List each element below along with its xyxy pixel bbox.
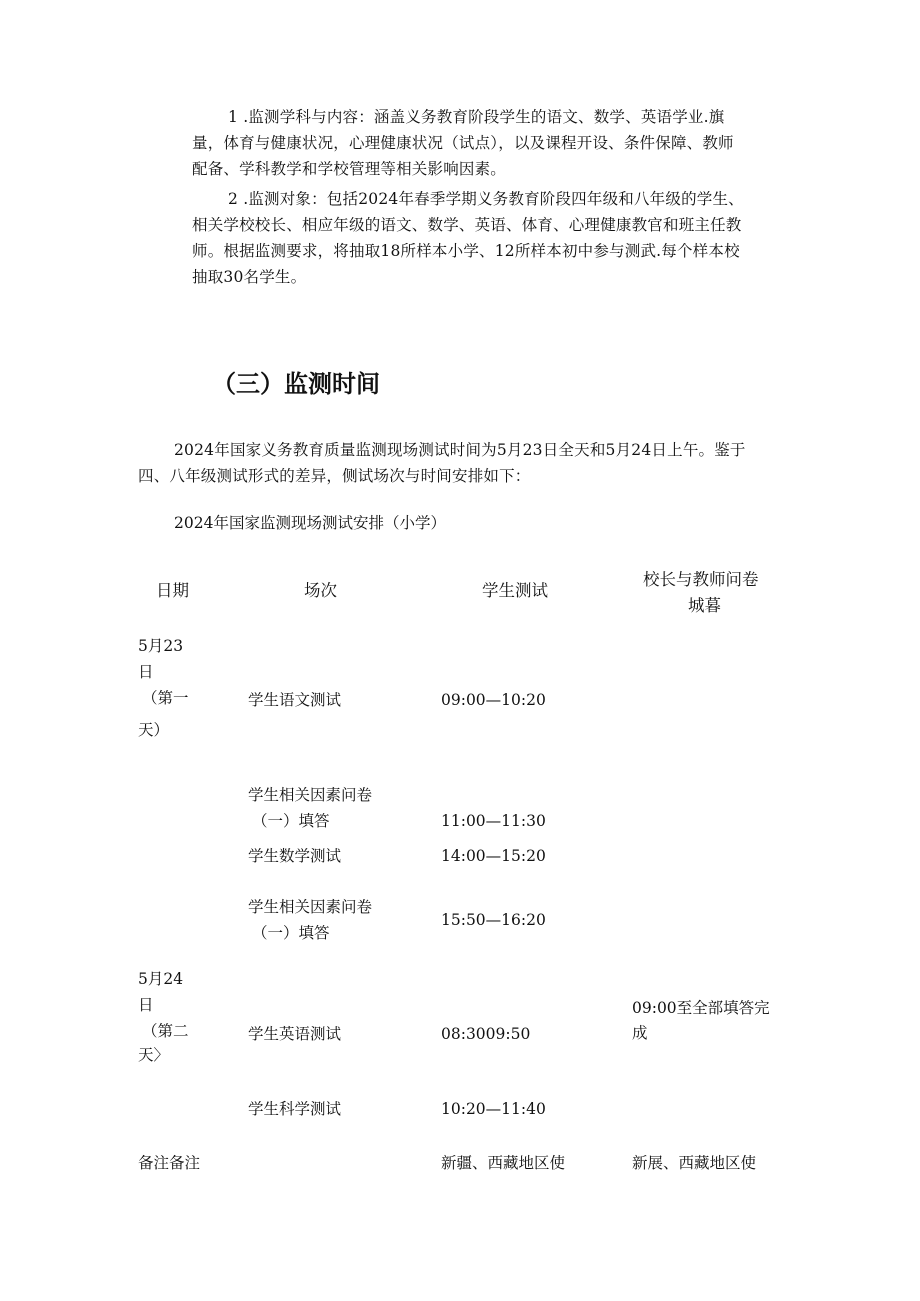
paragraph-line: 2 .监测对象：包括2024年春季学期义务教育阶段四年级和八年级的学生、 [228, 190, 744, 208]
table-row-survey: 09:00至全部填答完 [632, 999, 770, 1017]
paragraph-line: 1 .监测学科与内容：涵盖义务教育阶段学生的语文、数学、英语学业.旗 [228, 108, 725, 126]
table-row-session: 学生科学测试 [248, 1100, 342, 1118]
date-day2-line2: 日 [138, 996, 154, 1014]
paragraph-line: 2024年国家义务教育质量监测现场测试时间为5月23日全天和5月24日上午。鉴于 [174, 441, 746, 459]
header-survey: 校长与教师问卷 [643, 570, 759, 589]
section-heading: （三）监测时间 [212, 370, 380, 398]
paragraph-line: 四、八年级测试形式的差异，侧试场次与时间安排如下： [138, 467, 531, 485]
table-row-session: 学生语文测试 [248, 691, 342, 709]
note-survey: 新展、西藏地区使 [632, 1154, 757, 1172]
paragraph-schedule-intro [138, 437, 746, 489]
header-survey-line2: 城暮 [688, 596, 721, 615]
paragraph-line: 抽取30名学生。 [192, 268, 307, 286]
date-day1: 5月23 [138, 637, 184, 655]
date-day1-line2: 日 [138, 663, 154, 681]
table-row-time: 14:00—15:20 [441, 847, 546, 865]
paragraph-line: 相关学校校长、相应年级的语文、数学、英语、体育、心理健康教官和班主任教 [192, 216, 742, 234]
paragraph-line: 师。根据监测要求，将抽取18所样本小学、12所样本初中参与测武.每个样本校 [192, 242, 740, 260]
paragraph-monitoring-subjects [192, 104, 734, 182]
table-row-session: 学生相关因素问卷 [248, 786, 373, 804]
date-day1-line3: （第一 [142, 689, 189, 707]
header-student-test: 学生测试 [482, 581, 548, 600]
header-date: 日期 [156, 581, 189, 600]
table-row-time: 11:00—11:30 [441, 812, 546, 830]
table-row-time: 10:20—11:40 [441, 1100, 546, 1118]
table-row-time: 09:00—10:20 [441, 691, 546, 709]
table-row-session-line2: （一）填答 [252, 812, 330, 830]
header-session: 场次 [304, 581, 337, 600]
paragraph-line: 量，体育与健康状况，心理健康状况（试点），以及课程开设、条件保障、教师 [192, 134, 734, 152]
table-row-time: 08:3009:50 [441, 1025, 531, 1043]
table-title: 2024年国家监测现场测试安排（小学） [174, 514, 446, 532]
table-row-session: 学生相关因素问卷 [248, 898, 373, 916]
table-row-time: 15:50—16:20 [441, 911, 546, 929]
table-row-session: 学生英语测试 [248, 1025, 342, 1043]
paragraph-monitoring-targets [192, 186, 744, 290]
date-day1-line4: 天） [138, 721, 170, 739]
date-day2-line4: 天〉 [138, 1046, 170, 1064]
date-day2: 5月24 [138, 970, 184, 988]
date-day2-line3: （第二 [142, 1022, 189, 1040]
note-student: 新疆、西藏地区使 [441, 1154, 566, 1172]
table-row-session: 学生数学测试 [248, 847, 342, 865]
note-label: 备注备注 [138, 1154, 201, 1172]
table-row-survey-line2: 成 [632, 1024, 648, 1042]
paragraph-line: 配备、学科教学和学校管理等相关影响因素。 [192, 160, 507, 178]
table-row-session-line2: （一）填答 [252, 924, 330, 942]
